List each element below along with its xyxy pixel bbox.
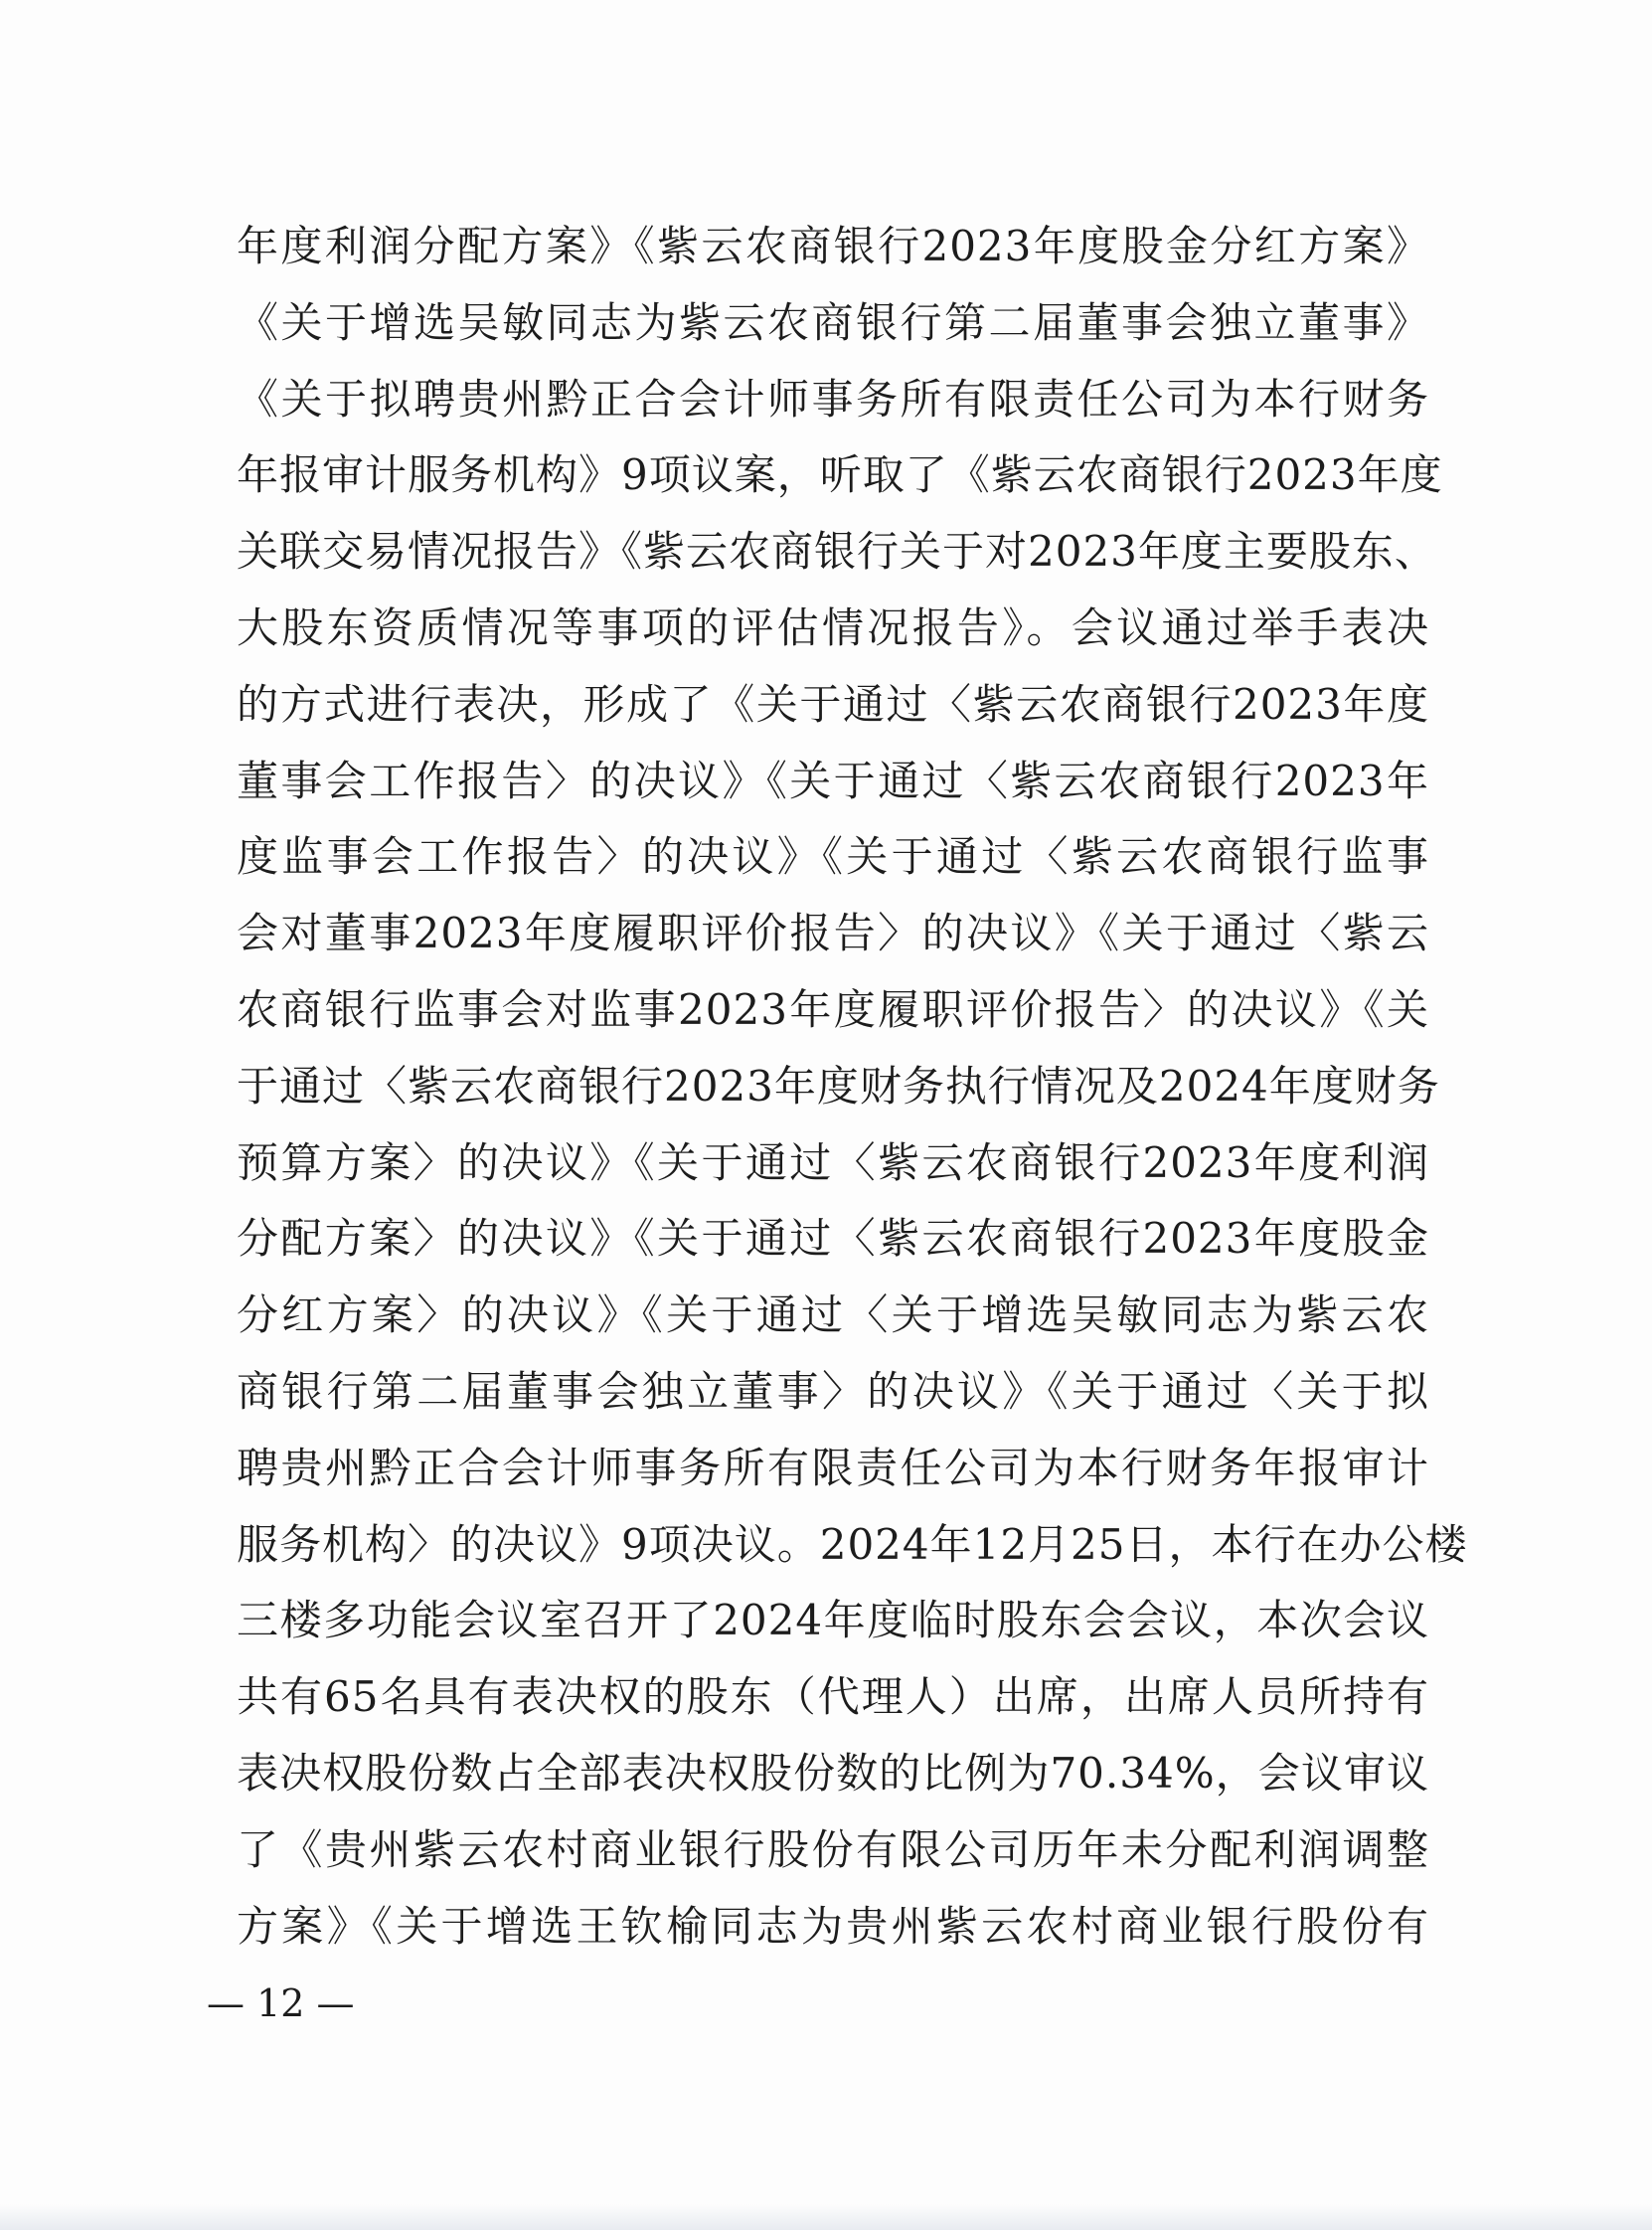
text-line-5: 关联交易情况报告》《紫云农商银行关于对2023年度主要股东、 xyxy=(237,527,1437,577)
page-number: — 12 — xyxy=(207,1981,355,2025)
text-line-12: 于通过〈紫云农商银行2023年度财务执行情况及2024年度财务 xyxy=(237,1061,1440,1111)
text-line-13: 预算方案〉的决议》《关于通过〈紫云农商银行2023年度利润 xyxy=(237,1137,1429,1187)
text-line-2: 《关于增选吴敏同志为紫云农商银行第二届董事会独立董事》 xyxy=(237,297,1429,347)
text-line-6: 大股东资质情况等事项的评估情况报告》。会议通过举手表决 xyxy=(237,602,1429,652)
text-line-3: 《关于拟聘贵州黔正合会计师事务所有限责任公司为本行财务 xyxy=(237,374,1429,424)
text-line-7: 的方式进行表决，形成了《关于通过〈紫云农商银行2023年度 xyxy=(237,679,1429,729)
text-line-21: 表决权股份数占全部表决权股份数的比例为70.34%，会议审议 xyxy=(237,1748,1429,1798)
text-line-19: 三楼多功能会议室召开了2024年度临时股东会会议，本次会议 xyxy=(237,1596,1429,1645)
text-line-9: 度监事会工作报告〉的决议》《关于通过〈紫云农商银行监事 xyxy=(237,832,1429,882)
text-line-14: 分配方案〉的决议》《关于通过〈紫云农商银行2023年度股金 xyxy=(237,1214,1429,1264)
text-line-15: 分红方案〉的决议》《关于通过〈关于增选吴敏同志为紫云农 xyxy=(237,1290,1429,1340)
text-line-4: 年报审计服务机构》9项议案，听取了《紫云农商银行2023年度 xyxy=(237,450,1443,500)
scan-edge-shading xyxy=(0,2204,1652,2230)
text-line-23: 方案》《关于增选王钦榆同志为贵州紫云农村商业银行股份有 xyxy=(237,1901,1429,1951)
text-line-18: 服务机构〉的决议》9项决议。2024年12月25日，本行在办公楼 xyxy=(237,1519,1468,1569)
text-line-1: 年度利润分配方案》《紫云农商银行2023年度股金分红方案》 xyxy=(237,222,1429,270)
text-line-10: 会对董事2023年度履职评价报告〉的决议》《关于通过〈紫云 xyxy=(237,909,1429,958)
text-line-11: 农商银行监事会对监事2023年度履职评价报告〉的决议》《关 xyxy=(237,984,1429,1034)
text-line-20: 共有65名具有表决权的股东（代理人）出席，出席人员所持有 xyxy=(237,1672,1429,1722)
body-paragraph xyxy=(237,209,1468,1965)
text-line-8: 董事会工作报告〉的决议》《关于通过〈紫云农商银行2023年 xyxy=(237,756,1429,805)
text-line-17: 聘贵州黔正合会计师事务所有限责任公司为本行财务年报审计 xyxy=(237,1443,1429,1492)
text-line-22: 了《贵州紫云农村商业银行股份有限公司历年未分配利润调整 xyxy=(237,1824,1429,1874)
text-line-16: 商银行第二届董事会独立董事〉的决议》《关于通过〈关于拟 xyxy=(237,1366,1429,1416)
